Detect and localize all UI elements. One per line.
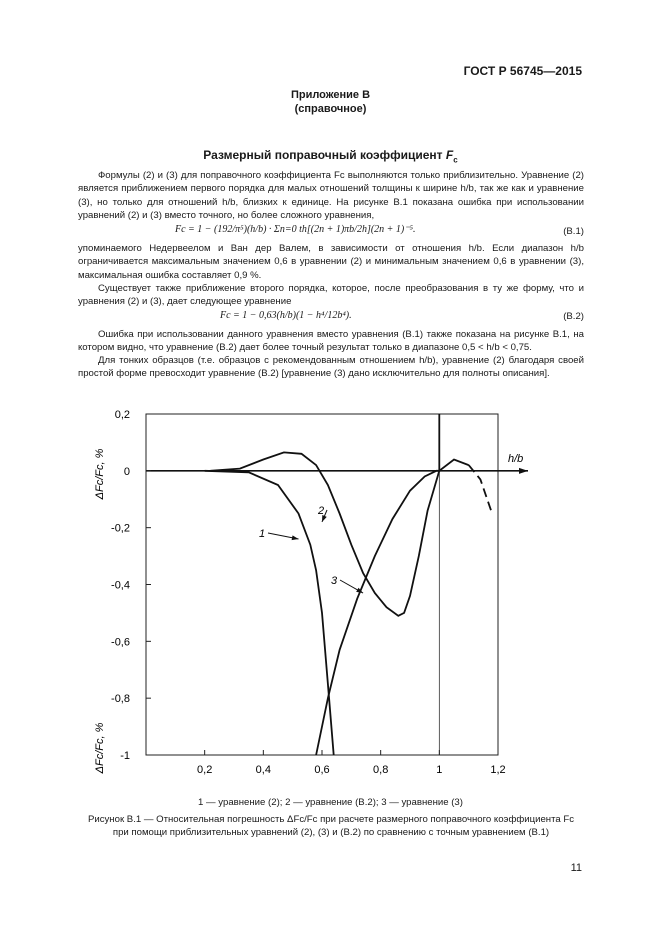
- figure-caption-line-2: при помощи приблизительных уравнений (2), (3) и (В.2) по сравнению с точным уравнением (В.1): [112, 827, 550, 838]
- y-tick-label: 0,2: [114, 409, 130, 421]
- page-number: 11: [570, 862, 582, 874]
- y-axis-label-top: ΔFc/Fc, %: [94, 448, 106, 500]
- figure-caption-line-1: Рисунок В.1 — Относительная погрешность ΔFc/Fc при расчете размерного поправочного коэффициента Fc: [87, 814, 575, 825]
- paragraph-4-text: Ошибка при использовании данного уравнения вместо уравнения (В.1) также показана на рисунке В.1, на котором видно, что уравнение (В.2) дает более точный результат только в диапазоне 0,5 < h/b < 0,75.: [78, 329, 584, 354]
- chart-series: [205, 414, 492, 755]
- series-2-dashed-line: [469, 465, 492, 513]
- x-tick-label: 0,6: [314, 764, 330, 776]
- section-title-subscript: c: [453, 155, 458, 165]
- x-tick-label: 1: [436, 764, 443, 776]
- series-1-line: [205, 471, 334, 755]
- y-tick-label: -0,2: [111, 522, 130, 535]
- x-tick-label: 0,4: [255, 764, 271, 776]
- series-3-label: 3: [331, 575, 338, 587]
- y-tick-label: -0,8: [111, 693, 130, 706]
- x-axis-label: h/b: [508, 453, 524, 465]
- axis-arrow: [519, 468, 528, 474]
- paragraph-5-text: Для тонких образцов (т.е. образцов с рекомендованным отношением h/b), уравнение (2) благодаря своей простой форме превосходит уравнение (В.2) [уравнение (3) дано исключительно для полноты описания].: [78, 355, 584, 380]
- y-tick-label: -0,6: [111, 636, 130, 649]
- y-tick-label: 0: [123, 465, 130, 478]
- y-tick-label: -1: [120, 750, 130, 762]
- equation-b2: Fc = 1 − 0,63(h/b)(1 − h⁴/12b⁴).: [220, 310, 352, 321]
- figure-legend: 1 — уравнение (2); 2 — уравнение (В.2); 3 — уравнение (3): [198, 797, 463, 808]
- y-axis-label-bottom: ΔFc/Fc, %: [94, 722, 106, 774]
- series-2-line: [211, 452, 469, 615]
- paragraph-3-text: Существует также приближение второго порядка, которое, после преобразования в ту же форму, что и уравнения (2) и (3), дает следующее уравнение: [78, 283, 584, 308]
- standard-header: ГОСТ Р 56745—2015: [463, 64, 582, 78]
- x-tick-label: 0,8: [373, 764, 389, 776]
- x-tick-label: 1,2: [490, 764, 506, 776]
- chart-ticks: [111, 409, 506, 776]
- appendix-title-line: Приложение В: [290, 89, 371, 101]
- x-tick-label: 0,2: [197, 764, 213, 776]
- equation-b2-number: (B.2): [563, 311, 584, 322]
- figure-caption: [78, 813, 584, 839]
- appendix-subtitle: (справочное): [294, 103, 367, 115]
- series-2-label: 2: [318, 505, 325, 517]
- equation-b1-number: (B.1): [563, 226, 584, 237]
- paragraph-2-text: упоминаемого Недервеелом и Ван дер Валем, в зависимости от отношения h/b. Если диапазон h/b ограничивается максимальным значением 0,6 в уравнении (2) и минимальным значением 0,6 в уравнении (3), максимальная ошибка составляет 0,9 %.: [78, 243, 584, 281]
- section-title-symbol: F: [445, 148, 454, 162]
- paragraph-1-text: Формулы (2) и (3) для поправочного коэффициента Fc выполняются только приблизительно. Уравнение (2) является приближением первого порядка для малых отношений толщины к ширине h/b, так же как и уравнение (3), но только для отношений h/b, близких к единице. На рисунке В.1 показана ошибка при использовании уравнений (2) и (3) вместо точного, но более сложного уравнения,: [78, 170, 584, 222]
- equation-b1: Fc = 1 − (192/π⁵)(h/b) · Σn=0 th[(2n + 1)πb/2h](2n + 1)⁻⁵.: [175, 224, 416, 235]
- series-1-label: 1: [259, 528, 266, 540]
- section-title-text: Размерный поправочный коэффициент: [203, 148, 446, 162]
- y-tick-label: -0,4: [111, 579, 130, 592]
- series-1-leader-head: [292, 535, 299, 540]
